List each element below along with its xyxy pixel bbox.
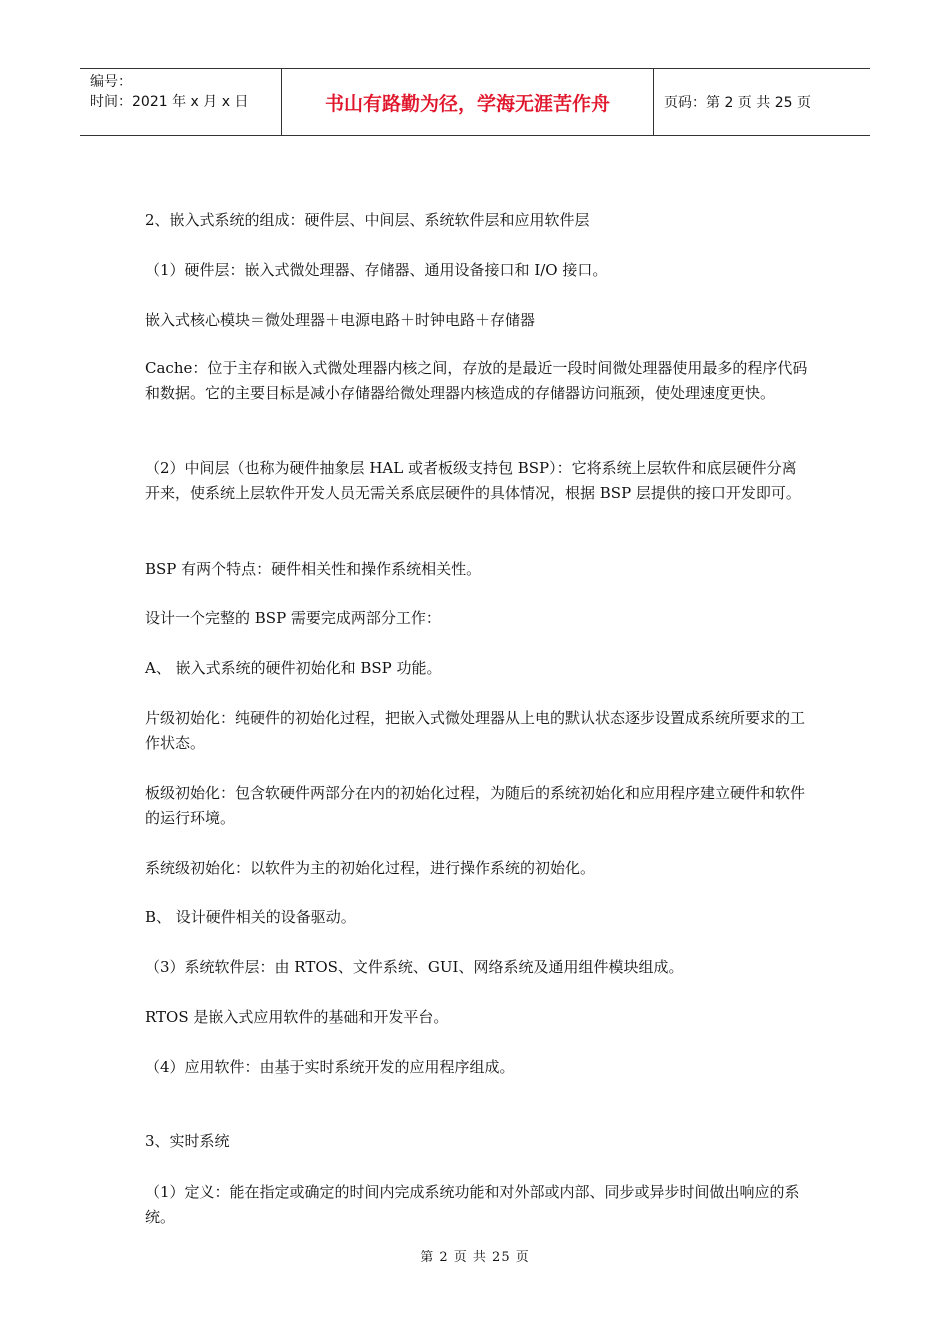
paragraph-rtos: RTOS 是嵌入式应用软件的基础和开发平台。 (145, 1008, 449, 1026)
page-header (80, 68, 870, 136)
paragraph-bsp-features: BSP 有两个特点：硬件相关性和操作系统相关性。 (145, 560, 482, 578)
paragraph-realtime-definition: （1）定义：能在指定或确定的时间内完成系统功能和对外部或内部、同步或异步时间做出响应的系统。 (145, 1183, 800, 1226)
paragraph-item-a: A、 嵌入式系统的硬件初始化和 BSP 功能。 (145, 659, 442, 677)
paragraph-application: （4）应用软件：由基于实时系统开发的应用程序组成。 (145, 1058, 515, 1076)
paragraph-middle-layer: （2）中间层（也称为硬件抽象层 HAL 或者板级支持包 BSP）：它将系统上层软件和底层硬件分离开来，使系统上层软件开发人员无需关系底层硬件的具体情况，根据 BSP 层提供的接口开发即可。 (145, 459, 801, 502)
header-left-cell (80, 69, 282, 135)
paragraph-item-b: B、 设计硬件相关的设备驱动。 (145, 908, 356, 926)
paragraph-hardware-layer: （1）硬件层：嵌入式微处理器、存储器、通用设备接口和 I/O 接口。 (145, 261, 608, 279)
section-heading-realtime: 3、实时系统 (145, 1132, 230, 1150)
header-page-label: 页码：第 2 页 共 25 页 (664, 95, 811, 111)
paragraph-cache: Cache：位于主存和嵌入式微处理器内核之间，存放的是最近一段时间微处理器使用最多的程序代码和数据。它的主要目标是减小存储器给微处理器内核造成的存储器访问瓶颈，使处理速度更快。 (145, 359, 808, 402)
paragraph-system-software: （3）系统软件层：由 RTOS、文件系统、GUI、网络系统及通用组件模块组成。 (145, 958, 684, 976)
paragraph-core-module: 嵌入式核心模块＝微处理器＋电源电路＋时钟电路＋存储器 (145, 311, 536, 329)
paragraph-board-init: 板级初始化：包含软硬件两部分在内的初始化过程，为随后的系统初始化和应用程序建立硬件和软件的运行环境。 (145, 784, 806, 827)
paragraph-system-init: 系统级初始化：以软件为主的初始化过程，进行操作系统的初始化。 (145, 859, 596, 877)
section-heading-composition: 2、嵌入式系统的组成：硬件层、中间层、系统软件层和应用软件层 (145, 211, 590, 229)
document-date-label: 时间：2021 年 x 月 x 日 (90, 94, 249, 110)
document-number-label: 编号： (90, 74, 132, 90)
paragraph-chip-init: 片级初始化：纯硬件的初始化过程，把嵌入式微处理器从上电的默认状态逐步设置成系统所要求的工作状态。 (145, 709, 806, 752)
page-footer: 第 2 页 共 25 页 (420, 1250, 530, 1265)
paragraph-bsp-design: 设计一个完整的 BSP 需要完成两部分工作： (145, 609, 441, 627)
header-motto: 书山有路勤为径，学海无涯苦作舟 (282, 69, 654, 135)
